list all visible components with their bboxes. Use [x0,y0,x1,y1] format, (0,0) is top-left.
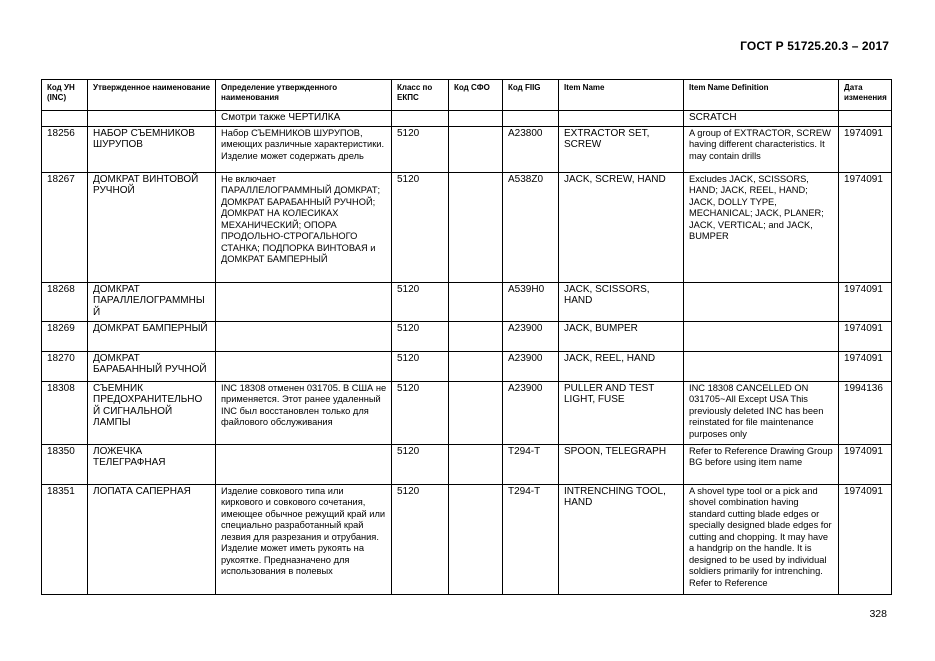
cell-item-name: JACK, SCREW, HAND [559,172,684,282]
cell-inc: 18256 [42,126,88,172]
cell-item-name: SPOON, TELEGRAPH [559,444,684,484]
cell-definition: Набор СЪЕМНИКОВ ШУРУПОВ, имеющих различные характеристики. Изделие может содержать дрель [216,126,392,172]
cell-fiig [503,111,559,127]
cell-sfo [449,381,503,444]
cell-sfo [449,351,503,381]
col-header-item-def: Item Name Definition [684,80,839,111]
table-row [42,282,892,321]
table-row [42,444,892,484]
cell-name: ЛОПАТА САПЕРНАЯ [88,484,216,594]
cell-definition [216,444,392,484]
cell-item-name: INTRENCHING TOOL, HAND [559,484,684,594]
cell-date: 1974091 [839,282,892,321]
cell-sfo [449,111,503,127]
col-header-definition: Определение утвержденного наименования [216,80,392,111]
table-row [42,351,892,381]
cell-name: ЛОЖЕЧКА ТЕЛЕГРАФНАЯ [88,444,216,484]
cell-inc: 18269 [42,321,88,351]
cell-inc: 18270 [42,351,88,381]
cell-date: 1994136 [839,381,892,444]
cell-sfo [449,282,503,321]
cell-item-name: JACK, BUMPER [559,321,684,351]
cell-fiig: A23900 [503,381,559,444]
cell-definition [216,282,392,321]
col-header-class: Класс по ЕКПС [392,80,449,111]
table-header [42,80,892,111]
document-header: ГОСТ Р 51725.20.3 – 2017 [740,39,889,53]
continuation-row [42,111,892,127]
cell-class: 5120 [392,351,449,381]
cell-inc [42,111,88,127]
table-row [42,381,892,444]
cell-date: 1974091 [839,484,892,594]
col-header-name: Утвержденное наименование [88,80,216,111]
cell-definition: INC 18308 отменен 031705. В США не применяется. Этот ранее удаленный INC был восстановлен только для файлового обслуживания [216,381,392,444]
cell-sfo [449,321,503,351]
cell-inc: 18267 [42,172,88,282]
cell-inc: 18350 [42,444,88,484]
cell-class: 5120 [392,484,449,594]
cell-name: НАБОР СЪЕМНИКОВ ШУРУПОВ [88,126,216,172]
cell-name: ДОМКРАТ БАМПЕРНЫЙ [88,321,216,351]
col-header-fiig: Код FIIG [503,80,559,111]
cell-definition: Изделие совкового типа или киркового и совкового сочетания, имеющее обычное режущий край или специально разработанный край лезвия для разрезания и отрубания. Изделие может иметь рукоять на рукоятке. Предназначено для использования в полевых [216,484,392,594]
cell-date [839,111,892,127]
cell-date: 1974091 [839,444,892,484]
cell-class: 5120 [392,126,449,172]
cell-date: 1974091 [839,321,892,351]
cell-item-def: INC 18308 CANCELLED ON 031705~All Except USA This previously deleted INC has been reinstated for file maintenance purposes only [684,381,839,444]
cell-definition: Смотри также ЧЕРТИЛКА [216,111,392,127]
cell-name: СЪЕМНИК ПРЕДОХРАНИТЕЛЬНО Й СИГНАЛЬНОЙ ЛАМПЫ [88,381,216,444]
table-row [42,172,892,282]
cell-item-def [684,282,839,321]
col-header-sfo: Код СФО [449,80,503,111]
cell-name: ДОМКРАТ ВИНТОВОЙ РУЧНОЙ [88,172,216,282]
cell-date: 1974091 [839,126,892,172]
col-header-item-name: Item Name [559,80,684,111]
header-row [42,80,892,111]
cell-sfo [449,484,503,594]
col-header-inc: Код УН (INC) [42,80,88,111]
cell-class: 5120 [392,172,449,282]
cell-item-def [684,351,839,381]
cell-name [88,111,216,127]
cell-sfo [449,126,503,172]
cell-fiig: A23800 [503,126,559,172]
cell-item-name [559,111,684,127]
cell-name: ДОМКРАТ ПАРАЛЛЕЛОГРАММНЫ Й [88,282,216,321]
cell-item-def: Excludes JACK, SCISSORS, HAND; JACK, REEL, HAND; JACK, DOLLY TYPE, MECHANICAL; JACK, PLANER; JACK, VERTICAL; and JACK, BUMPER [684,172,839,282]
cell-fiig: A538Z0 [503,172,559,282]
cell-item-def: SCRATCH [684,111,839,127]
cell-inc: 18351 [42,484,88,594]
cell-item-def [684,321,839,351]
cell-class: 5120 [392,321,449,351]
cell-sfo [449,172,503,282]
cell-class: 5120 [392,444,449,484]
catalog-table-container [41,79,891,595]
cell-fiig: T294-T [503,444,559,484]
cell-fiig: T294-T [503,484,559,594]
table-row [42,126,892,172]
cell-name: ДОМКРАТ БАРАБАННЫЙ РУЧНОЙ [88,351,216,381]
cell-date: 1974091 [839,172,892,282]
cell-class: 5120 [392,282,449,321]
cell-definition: Не включает ПАРАЛЛЕЛОГРАММНЫЙ ДОМКРАТ; ДОМКРАТ БАРАБАННЫЙ РУЧНОЙ; ДОМКРАТ НА КОЛЕСИКАХ МЕХАНИЧЕСКИЙ; ОПОРА ПРОДОЛЬНО-СТРОГАЛЬНОГО СТАНКА; ПОДПОРКА ВИНТОВАЯ и ДОМКРАТ БАМПЕРНЫЙ [216,172,392,282]
cell-fiig: A23900 [503,351,559,381]
cell-class: 5120 [392,381,449,444]
cell-inc: 18268 [42,282,88,321]
cell-definition [216,321,392,351]
cell-class [392,111,449,127]
table-row [42,484,892,594]
catalog-table [41,79,892,595]
cell-definition [216,351,392,381]
cell-item-def: Refer to Reference Drawing Group BG before using item name [684,444,839,484]
cell-item-def: A group of EXTRACTOR, SCREW having different characteristics. It may contain drills [684,126,839,172]
cell-fiig: A23900 [503,321,559,351]
cell-item-name: EXTRACTOR SET, SCREW [559,126,684,172]
cell-item-def: A shovel type tool or a pick and shovel combination having standard cutting blade edges or specially designed blade edges for cutting and chopping. It may have a handgrip on the handle. It is designed to be used by individual soldiers primarily for intrenching. Refer to Reference [684,484,839,594]
cell-fiig: A539H0 [503,282,559,321]
col-header-date: Дата изменения [839,80,892,111]
cell-date: 1974091 [839,351,892,381]
cell-sfo [449,444,503,484]
cell-item-name: JACK, REEL, HAND [559,351,684,381]
table-row [42,321,892,351]
table-body [42,111,892,595]
page-number: 328 [869,608,887,620]
cell-item-name: PULLER AND TEST LIGHT, FUSE [559,381,684,444]
cell-item-name: JACK, SCISSORS, HAND [559,282,684,321]
cell-inc: 18308 [42,381,88,444]
